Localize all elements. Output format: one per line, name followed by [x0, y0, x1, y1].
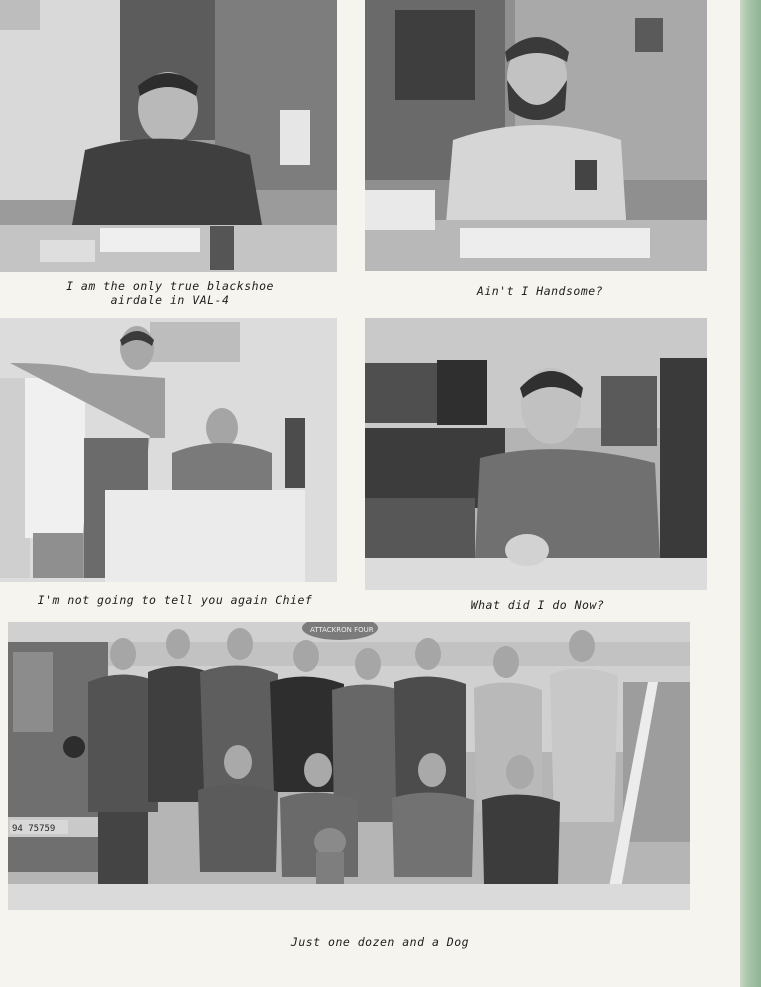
photo-tell-you-again: [0, 318, 337, 582]
caption-photo-5: Just one dozen and a Dog: [290, 935, 470, 949]
unit-sign: ATTACKRON FOUR: [310, 626, 374, 634]
truck-plate: 94 75759: [12, 824, 56, 834]
photo-handsome: [365, 0, 707, 271]
photo-group-dozen-and-dog: [8, 622, 690, 910]
caption-photo-4: What did I do Now?: [470, 598, 605, 612]
page-edge: [740, 0, 761, 987]
photo-blackshoe-airdale: [0, 0, 337, 272]
caption-photo-1: I am the only true blackshoe airdale in VAL-4: [66, 279, 274, 307]
caption-photo-2: Ain't I Handsome?: [476, 284, 604, 298]
photo-what-did-i-do: [365, 318, 707, 590]
caption-photo-3: I'm not going to tell you again Chief: [37, 593, 313, 607]
